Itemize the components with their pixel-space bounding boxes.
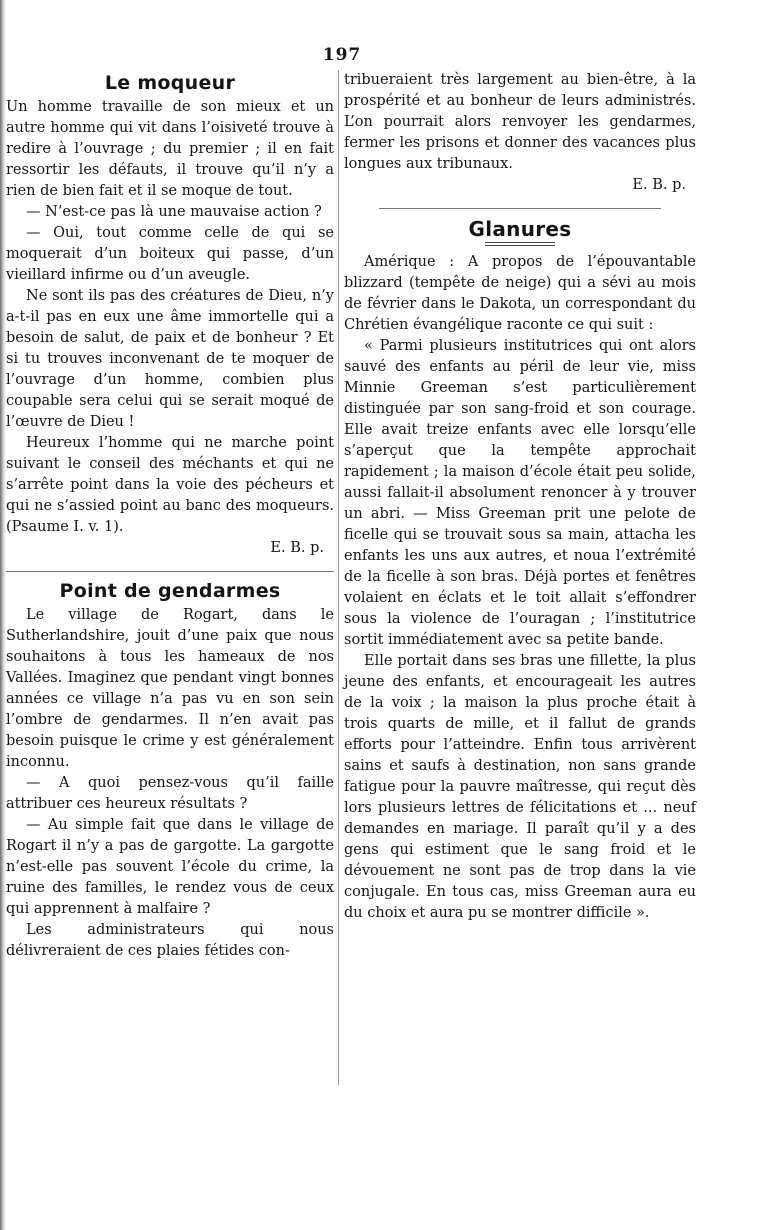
paragraph: « Parmi plusieurs institutrices qui ont alors sauvé des enfants au péril de leur vie, miss Minnie Greeman s’est particulièrement distinguée par son sang-froid et son courage. Elle avait treize enfants avec elle lorsqu’elle s’aperçut que la tempête approchait rapidement ; la maison d’école était peu solide, aussi fallait-il absolument renoncer à y trouver un abri. — Miss Greeman prit une pelote de ficelle qui se trouvait sous sa main, attacha les enfants les uns aux autres, et noua l’extrémité de la ficelle à son bras. Déjà portes et fenêtres volaient en éclats et le toit allait s’effondrer sous la violence de l’ouragan ; l’institutrice sortit immédiatement avec sa petite bande. xyxy=(344,338,696,648)
article-separator xyxy=(379,208,661,209)
left-column xyxy=(6,70,334,962)
article-separator xyxy=(6,571,334,572)
page-number: 197 xyxy=(322,45,362,65)
paragraph: Elle portait dans ses bras une fillette, la plus jeune des enfants, et encourageait les autres de la voix ; la maison la plus proche était à trois quarts de mille, et il fallut de grands efforts pour l’atteindre. Enfin tous arrivèrent sains et saufs à destination, non sans grande fatigue pour la pauvre maîtresse, qui reçut dès lors plusieurs lettres de félicitations et ... neuf demandes en mariage. Il paraît qu’il y a des gens qui estiment que le sang froid et le dévouement ne sont pas de trop dans la vie conjugale. En tous cas, miss Greeman aura eu du choix et aura pu se montrer difficile ». xyxy=(344,653,696,921)
section-glanures xyxy=(344,217,696,924)
article-le-moqueur xyxy=(6,72,334,559)
title-ornament xyxy=(485,242,555,246)
paragraph: Ne sont ils pas des créatures de Dieu, n’y a-t-il pas en eux une âme immortelle qui a besoin de salut, de paix et de bonheur ? Et si tu trouves inconvenant de te moquer de l’ouvrage d’un homme, combien plus coupable sera celui qui se serait moqué de l’œuvre de Dieu ! xyxy=(6,288,334,430)
paragraph: — A quoi pensez-vous qu’il faille attribuer ces heureux résultats ? xyxy=(6,775,334,812)
signature: E. B. p. xyxy=(270,540,324,556)
article-point-de-gendarmes xyxy=(6,580,334,962)
paragraph: — Au simple fait que dans le village de Rogart il n’y a pas de gargotte. La gargotte n’est-elle pas souvent l’école du crime, la ruine des familles, le rendez vous de ceux qui apprennent à malfaire ? xyxy=(6,817,334,917)
paragraph: Le village de Rogart, dans le Sutherlandshire, jouit d’une paix que nous souhaitons à tous les hameaux de nos Vallées. Imaginez que pendant vingt bonnes années ce village n’a pas vu en son sein l’ombre de gendarmes. Il n’en avait pas besoin puisque le crime y est généralement inconnu. xyxy=(6,607,334,770)
signature: E. B. p. xyxy=(632,177,686,193)
paragraph: Amérique : A propos de l’épouvantable blizzard (tempête de neige) qui a sévi au mois de février dans le Dakota, un correspondant du Chrétien évangélique raconte ce qui suit : xyxy=(344,254,696,333)
right-column xyxy=(344,70,696,924)
paragraph: Heureux l’homme qui ne marche point suivant le conseil des méchants et qui ne s’arrête point dans la voie des pécheurs et qui ne s’assied point au banc des moqueurs. (Psaume I. v. 1). xyxy=(6,435,334,535)
paragraph: — N’est-ce pas là une mauvaise action ? xyxy=(26,204,322,220)
continued-paragraph: tribueraient très largement au bien-être, à la prospérité et au bonheur de leurs administrés. L’on pourrait alors renvoyer les gendarmes, fermer les prisons et donner des vacances plus longues aux tribunaux. xyxy=(344,72,696,172)
article-title: Point de gendarmes xyxy=(59,580,281,602)
section-title: Glanures xyxy=(468,217,572,241)
paragraph: Les administrateurs qui nous délivreraient de ces plaies fétides con- xyxy=(6,922,334,959)
paragraph: Un homme travaille de son mieux et un autre homme qui vit dans l’oisiveté trouve à redire à l’ouvrage ; du premier ; il en fait ressortir les défauts, il trouve qu’il n’y a rien de bien fait et il se moque de tout. xyxy=(6,99,334,199)
column-divider xyxy=(338,70,339,1085)
article-title: Le moqueur xyxy=(104,72,236,94)
paragraph: — Oui, tout comme celle de qui se moquerait d’un boiteux qui passe, d’un vieillard infirme ou d’un aveugle. xyxy=(6,225,334,283)
